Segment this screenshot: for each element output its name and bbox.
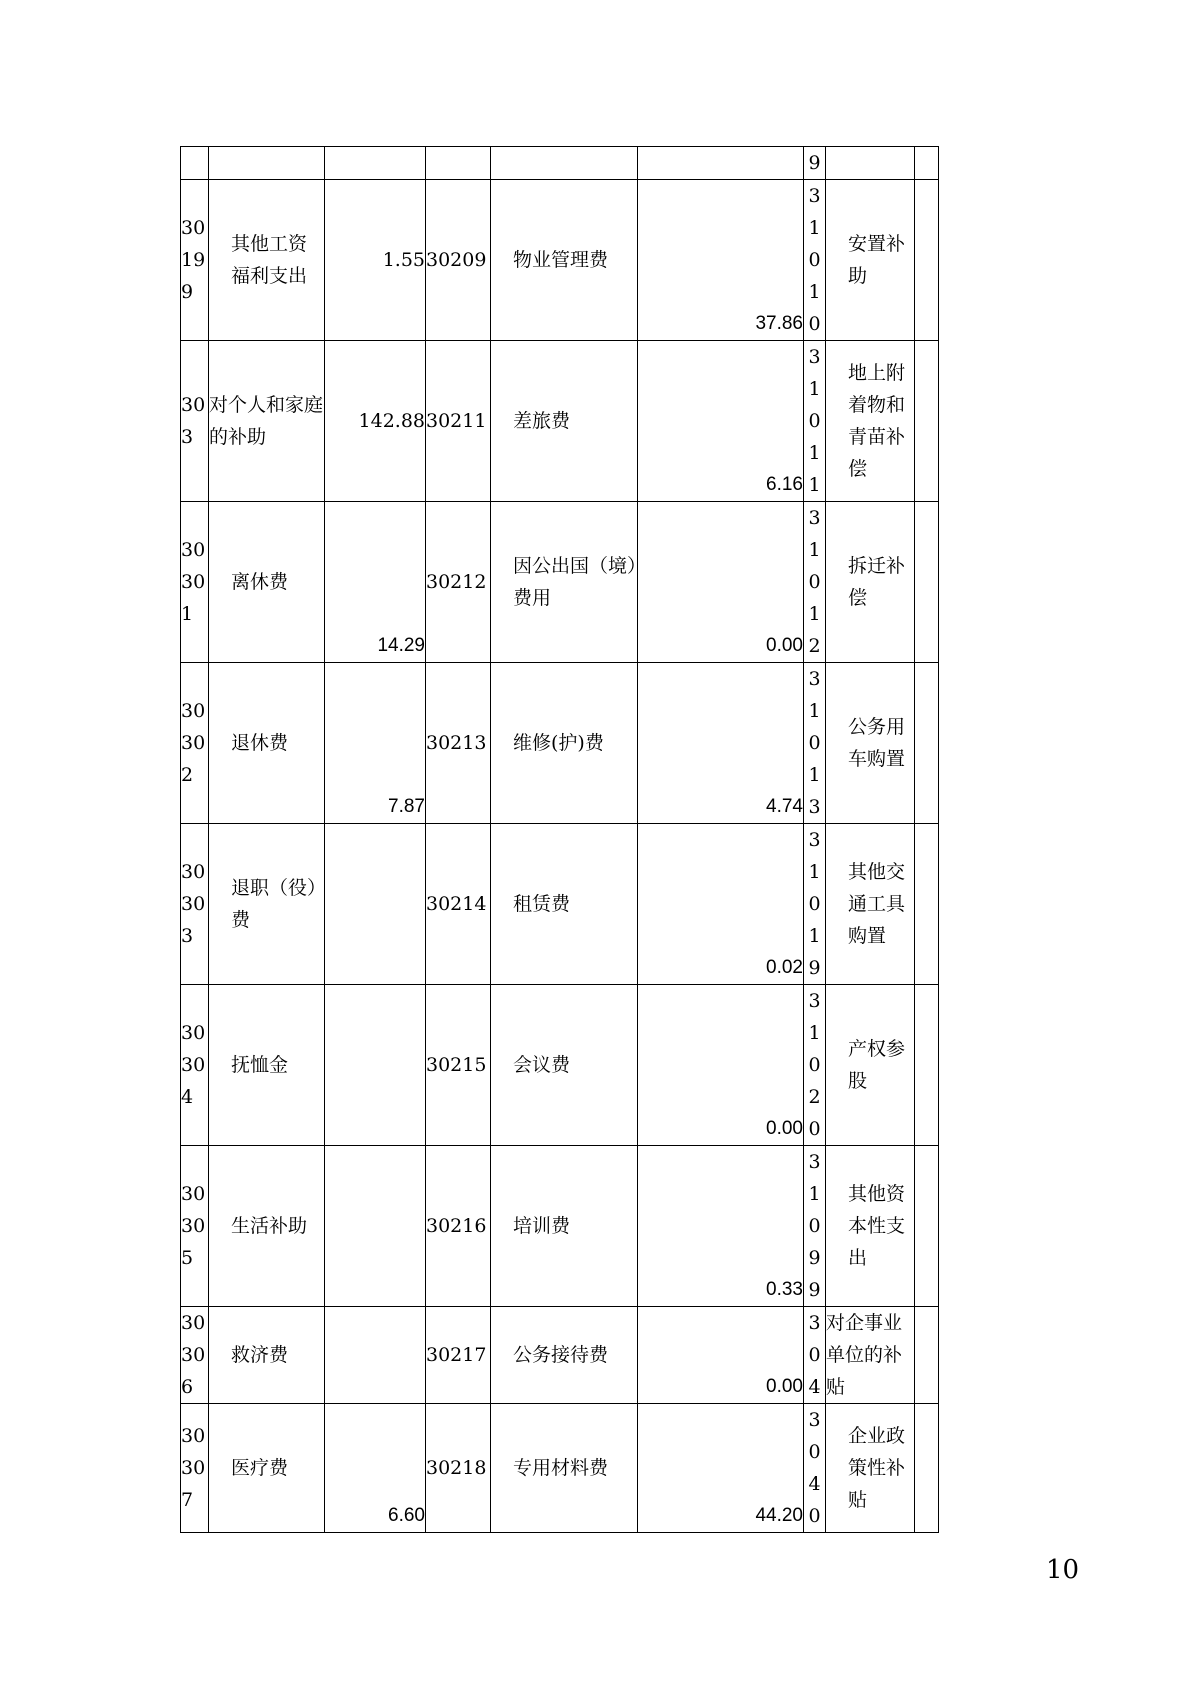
cell-code: 30199: [181, 180, 209, 341]
cell-code: 30218: [426, 1404, 491, 1533]
cell-item: 差旅费: [491, 341, 638, 502]
cell-amount: [325, 1307, 426, 1404]
page-number: 10: [1046, 1555, 1080, 1585]
cell-code: 30301: [181, 502, 209, 663]
cell-amount: 0.00: [638, 502, 804, 663]
table-row: [181, 502, 939, 663]
cell-code: 30307: [181, 1404, 209, 1533]
budget-table: [180, 146, 939, 1533]
cell-code: 31012: [804, 502, 826, 663]
cell-amount: [915, 1146, 939, 1307]
cell-item: 专用材料费: [491, 1404, 638, 1533]
cell-code: 30213: [426, 663, 491, 824]
table-row: [181, 147, 939, 180]
cell-code: [426, 147, 491, 180]
cell-amount: [325, 1146, 426, 1307]
cell-amount: 44.20: [638, 1404, 804, 1533]
cell-item: 公务接待费: [491, 1307, 638, 1404]
cell-item: 地上附着物和青苗补偿: [826, 341, 915, 502]
cell-amount: 0.02: [638, 824, 804, 985]
cell-amount: [915, 663, 939, 824]
cell-amount: 14.29: [325, 502, 426, 663]
table-row: [181, 1307, 939, 1404]
cell-item: 救济费: [209, 1307, 325, 1404]
table-row: [181, 1146, 939, 1307]
cell-item: 退职（役）费: [209, 824, 325, 985]
cell-code: 31010: [804, 180, 826, 341]
table-row: [181, 985, 939, 1146]
cell-item: [491, 147, 638, 180]
cell-code: 30306: [181, 1307, 209, 1404]
cell-code: [181, 147, 209, 180]
cell-amount: 7.87: [325, 663, 426, 824]
cell-item: 培训费: [491, 1146, 638, 1307]
cell-amount: [915, 1307, 939, 1404]
cell-code: 30305: [181, 1146, 209, 1307]
cell-item-text: 其他工资福利支出: [231, 233, 308, 287]
table-row: [181, 341, 939, 502]
cell-code: 30211: [426, 341, 491, 502]
cell-item: 医疗费: [209, 1404, 325, 1533]
cell-item: 安置补助: [826, 180, 915, 341]
cell-amount: [915, 985, 939, 1146]
cell-item: 对个人和家庭的补助: [209, 341, 325, 502]
cell-code: 30214: [426, 824, 491, 985]
table-row: [181, 663, 939, 824]
cell-code: 31020: [804, 985, 826, 1146]
cell-code: 30304: [181, 985, 209, 1146]
cell-item: 物业管理费: [491, 180, 638, 341]
cell-amount: [915, 1404, 939, 1533]
cell-amount: 0.00: [638, 985, 804, 1146]
table-row: [181, 180, 939, 341]
cell-item: 抚恤金: [209, 985, 325, 1146]
cell-code: 304: [804, 1307, 826, 1404]
cell-amount: 37.86: [638, 180, 804, 341]
cell-item: 退休费: [209, 663, 325, 824]
cell-code: 30217: [426, 1307, 491, 1404]
cell-amount: [638, 147, 804, 180]
cell-amount: [915, 341, 939, 502]
cell-item: [209, 180, 325, 341]
cell-item: 维修(护)费: [491, 663, 638, 824]
cell-item: 拆迁补偿: [826, 502, 915, 663]
cell-item: 其他资本性支出: [826, 1146, 915, 1307]
cell-item: 因公出国（境）费用: [491, 502, 638, 663]
cell-amount: 6.60: [325, 1404, 426, 1533]
cell-amount: 1.55: [325, 180, 426, 341]
cell-amount: [325, 824, 426, 985]
cell-item: 产权参股: [826, 985, 915, 1146]
cell-amount: 4.74: [638, 663, 804, 824]
table-row: [181, 1404, 939, 1533]
cell-code: 30209: [426, 180, 491, 341]
cell-code: 31099: [804, 1146, 826, 1307]
cell-code: 30302: [181, 663, 209, 824]
cell-code: 31011: [804, 341, 826, 502]
cell-code: 31019: [804, 824, 826, 985]
cell-item: [826, 147, 915, 180]
cell-item: 其他交通工具购置: [826, 824, 915, 985]
cell-code: 3040: [804, 1404, 826, 1533]
cell-code: 30212: [426, 502, 491, 663]
cell-item: 会议费: [491, 985, 638, 1146]
table-row: [181, 824, 939, 985]
cell-item: 企业政策性补贴: [826, 1404, 915, 1533]
cell-amount: 0.00: [638, 1307, 804, 1404]
cell-item: [209, 147, 325, 180]
cell-amount: 0.33: [638, 1146, 804, 1307]
cell-item: 租赁费: [491, 824, 638, 985]
cell-item: 对企事业单位的补贴: [826, 1307, 915, 1404]
cell-code: 9: [804, 147, 826, 180]
cell-item: 生活补助: [209, 1146, 325, 1307]
cell-item: 公务用车购置: [826, 663, 915, 824]
cell-amount: [915, 180, 939, 341]
cell-code: 303: [181, 341, 209, 502]
cell-amount: [325, 985, 426, 1146]
cell-code: 30216: [426, 1146, 491, 1307]
cell-item: 离休费: [209, 502, 325, 663]
cell-amount: 142.88: [325, 341, 426, 502]
cell-code: 30215: [426, 985, 491, 1146]
cell-amount: [915, 824, 939, 985]
cell-code: 30303: [181, 824, 209, 985]
cell-amount: 6.16: [638, 341, 804, 502]
cell-amount: [915, 147, 939, 180]
cell-code: 31013: [804, 663, 826, 824]
cell-amount: [325, 147, 426, 180]
cell-amount: [915, 502, 939, 663]
